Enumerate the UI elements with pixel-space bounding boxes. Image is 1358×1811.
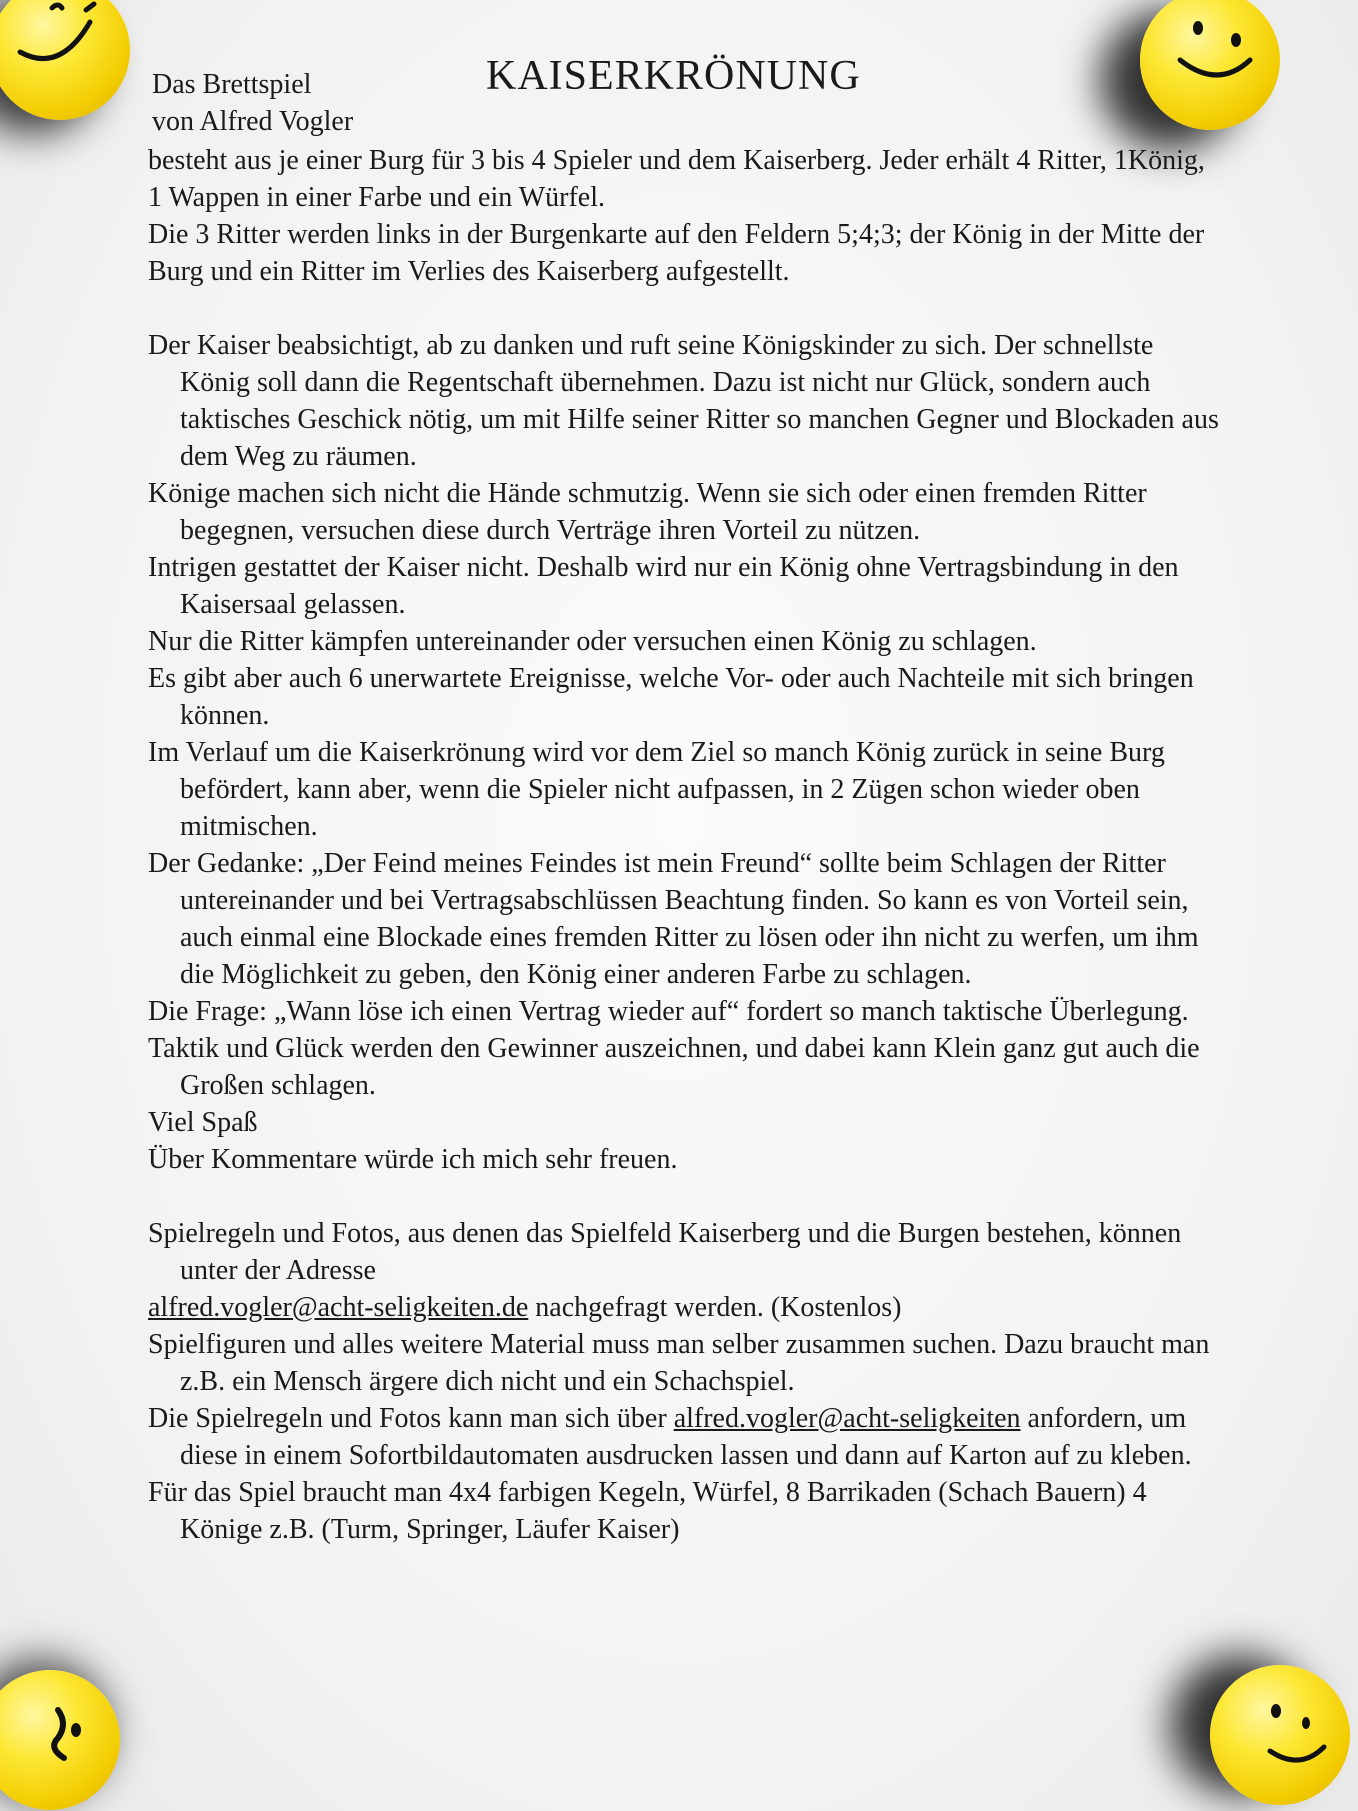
document-title: KAISERKRÖNUNG: [486, 53, 861, 99]
paragraph: Spielregeln und Fotos, aus denen das Spielfeld Kaiserberg und die Burgen bestehen, können unter der Adresse: [148, 1218, 1182, 1286]
paragraph: besteht aus je einer Burg für 3 bis 4 Spieler und dem Kaiserberg. Jeder erhält 4 Ritter, 1König, 1 Wappen in einer Farbe und ein Würfel.: [148, 145, 1205, 213]
paragraph: Über Kommentare würde ich mich sehr freuen.: [148, 1144, 678, 1175]
paragraph-text: anfordern, um diese in einem Sofortbildautomaten ausdrucken lassen und dann auf Karton auf zu kleben.: [180, 1403, 1192, 1471]
smiley-magnet-icon: [0, 0, 130, 120]
paragraph: Intrigen gestattet der Kaiser nicht. Deshalb wird nur ein König ohne Vertragsbindung in den Kaisersaal gelassen.: [148, 552, 1179, 620]
paragraph: Spielfiguren und alles weitere Material muss man selber zusammen suchen. Dazu braucht man z.B. ein Mensch ärgere dich nicht und ein Schachspiel.: [148, 1329, 1210, 1397]
paragraph: Im Verlauf um die Kaiserkrönung wird vor dem Ziel so manch König zurück in seine Burg befördert, kann aber, wenn die Spieler nicht aufpassen, in 2 Zügen schon wieder oben mitmischen.: [148, 737, 1165, 842]
document-body: [148, 142, 1223, 1548]
paragraph: Für das Spiel braucht man 4x4 farbigen Kegeln, Würfel, 8 Barrikaden (Schach Bauern) 4 Könige z.B. (Turm, Springer, Läufer Kaiser): [148, 1477, 1147, 1545]
intro-line-2: von Alfred Vogler: [152, 106, 354, 137]
email-link[interactable]: alfred.vogler@acht-seligkeiten.de: [148, 1292, 529, 1323]
smiley-magnet-icon: [0, 1670, 120, 1810]
paragraph: Könige machen sich nicht die Hände schmutzig. Wenn sie sich oder einen fremden Ritter begegnen, versuchen diese durch Verträge ihren Vorteil zu nützen.: [148, 478, 1147, 546]
paragraph: Die 3 Ritter werden links in der Burgenkarte auf den Feldern 5;4;3; der König in der Mitte der Burg und ein Ritter im Verlies des Kaiserberg aufgestellt.: [148, 219, 1205, 287]
paragraph-text: nachgefragt werden. (Kostenlos): [528, 1292, 902, 1323]
intro-text: [152, 66, 353, 140]
paragraph: Es gibt aber auch 6 unerwartete Ereignisse, welche Vor- oder auch Nachteile mit sich bringen können.: [148, 663, 1194, 731]
paragraph: [148, 1400, 1223, 1474]
paragraph: Nur die Ritter kämpfen untereinander oder versuchen einen König zu schlagen.: [148, 626, 1037, 657]
paragraph: Der Kaiser beabsichtigt, ab zu danken und ruft seine Königskinder zu sich. Der schnellste König soll dann die Regentschaft übernehmen. Dazu ist nicht nur Glück, sondern auch taktisches Geschick nötig, um mit Hilfe seiner Ritter so manchen Gegner und Blockaden aus dem Weg zu räumen.: [148, 330, 1219, 472]
paragraph: Taktik und Glück werden den Gewinner auszeichnen, und dabei kann Klein ganz gut auch die Großen schlagen.: [148, 1033, 1200, 1101]
email-link[interactable]: alfred.vogler@acht-seligkeiten: [673, 1403, 1021, 1434]
paragraph-text: Die Spielregeln und Fotos kann man sich über: [148, 1403, 674, 1434]
paragraph: Der Gedanke: „Der Feind meines Feindes ist mein Freund“ sollte beim Schlagen der Ritter untereinander und bei Vertragsabschlüssen Beachtung finden. So kann es von Vorteil sein, auch einmal eine Blockade eines fremden Ritter zu lösen oder ihn nicht zu werfen, um ihm die Möglichkeit zu geben, den König einer anderen Farbe zu schlagen.: [148, 848, 1199, 990]
smiley-magnet-icon: [1210, 1665, 1350, 1805]
paragraph: Die Frage: „Wann löse ich einen Vertrag wieder auf“ fordert so manch taktische Überlegung.: [148, 996, 1189, 1027]
smiley-magnet-icon: [1140, 0, 1280, 130]
paragraph: [148, 1289, 1223, 1326]
intro-line-1: Das Brettspiel: [152, 69, 312, 100]
paragraph: Viel Spaß: [148, 1107, 258, 1138]
